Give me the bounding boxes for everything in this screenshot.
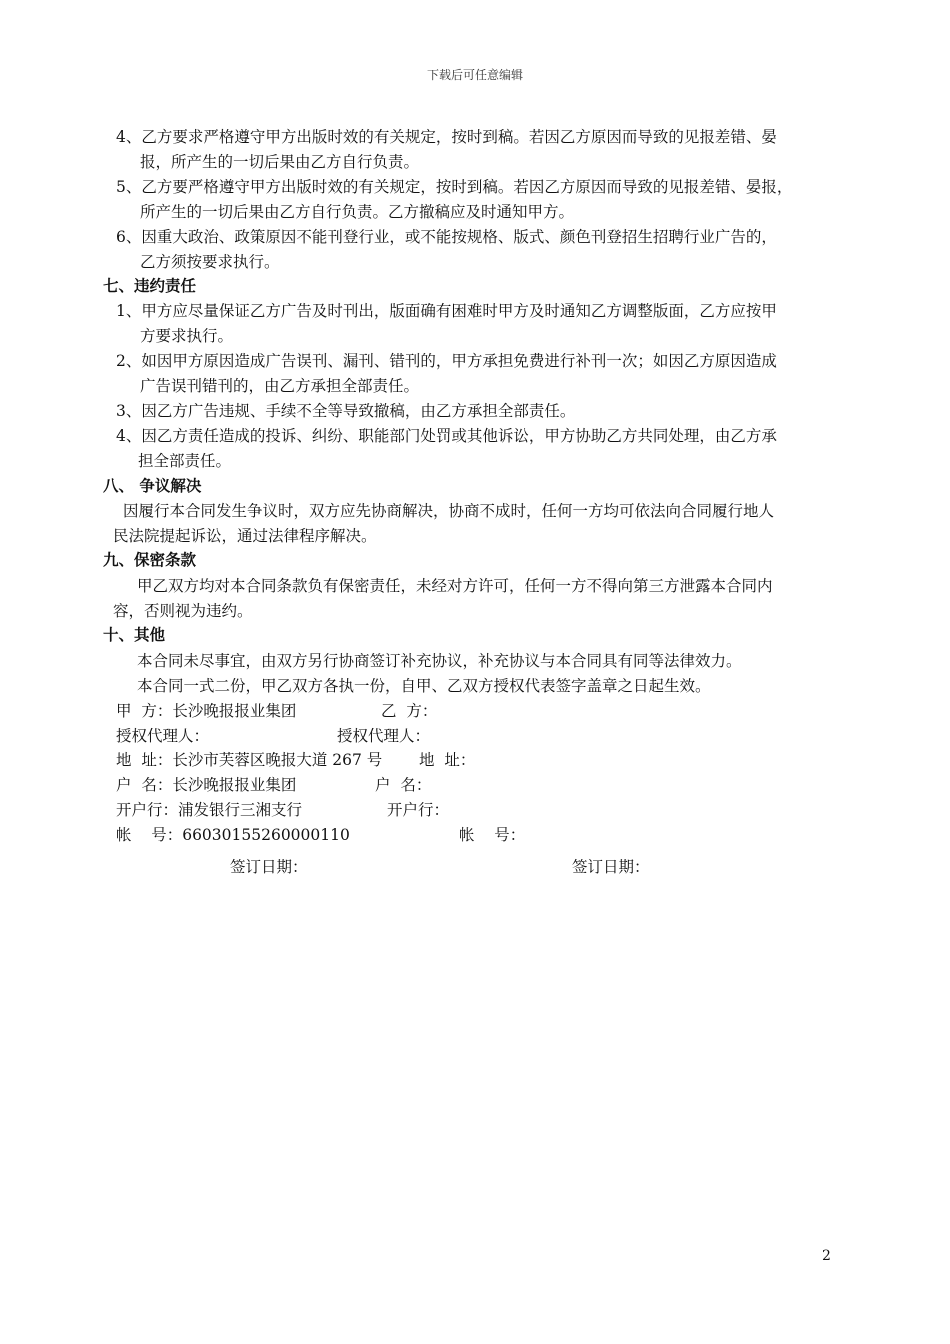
clause-7-2-line-2: 广告误刊错刊的，由乙方承担全部责任。	[140, 377, 420, 395]
clause-6-6-line-1: 6、因重大政治、政策原因不能刊登行业，或不能按规格、版式、颜色刊登招生招聘行业广告的，	[116, 228, 777, 246]
party-a-bank: 开户行：浦发银行三湘支行	[116, 801, 303, 819]
clause-6-4-line-2: 报，所产生的一切后果由乙方自行负责。	[140, 153, 420, 171]
section-9-body-line-1: 甲乙双方均对本合同条款负有保密责任，未经对方许可，任何一方不得向第三方泄露本合同内	[137, 577, 773, 595]
party-a-address: 地 址：长沙市芙蓉区晚报大道 267 号	[116, 751, 383, 769]
clause-6-6-line-2: 乙方须按要求执行。	[140, 253, 280, 271]
page-number: 2	[822, 1248, 831, 1264]
section-10-heading: 十、其他	[103, 626, 166, 644]
party-a-sign-date: 签订日期：	[230, 858, 308, 876]
section-8-heading: 八、 争议解决	[103, 477, 202, 495]
party-a-agent-field: 授权代理人：	[116, 727, 210, 745]
clause-7-1-line-2: 方要求执行。	[140, 327, 234, 345]
party-b-bank: 开户行：	[387, 801, 450, 819]
clause-6-5-line-2: 所产生的一切后果由乙方自行负责。乙方撤稿应及时通知甲方。	[140, 203, 575, 221]
party-b-account-name: 户 名：	[375, 776, 432, 794]
party-b-agent-field: 授权代理人：	[337, 727, 431, 745]
party-a-account-name: 户 名：长沙晚报报业集团	[116, 776, 297, 794]
page-header: 下载后可任意编辑	[426, 68, 523, 82]
clause-7-4-line-2: 担全部责任。	[138, 452, 232, 470]
clause-7-3-line-1: 3、因乙方广告违规、手续不全等导致撤稿，由乙方承担全部责任。	[116, 402, 576, 420]
clause-6-5-line-1: 5、乙方要严格遵守甲方出版时效的有关规定，按时到稿。若因乙方原因而导致的见报差错、晏报，	[116, 178, 793, 196]
section-10-body-line-1: 本合同未尽事宜，由双方另行协商签订补充协议，补充协议与本合同具有同等法律效力。	[137, 652, 742, 670]
party-a-label: 甲 方：长沙晚报报业集团	[116, 702, 297, 720]
section-9-heading: 九、保密条款	[103, 551, 197, 569]
section-7-heading: 七、违约责任	[103, 277, 197, 295]
section-8-body-line-2: 民法院提起诉讼，通过法律程序解决。	[113, 527, 377, 545]
party-b-sign-date: 签订日期：	[572, 858, 650, 876]
party-b-address: 地 址：	[419, 751, 476, 769]
clause-7-2-line-1: 2、如因甲方原因造成广告误刊、漏刊、错刊的，甲方承担免费进行补刊一次；如因乙方原因造成	[116, 352, 777, 370]
section-9-body-line-2: 容，否则视为违约。	[113, 602, 253, 620]
clause-7-4-line-1: 4、因乙方责任造成的投诉、纠纷、职能部门处罚或其他诉讼，甲方协助乙方共同处理，由乙方承	[116, 427, 777, 445]
section-10-body-line-2: 本合同一式二份，甲乙双方各执一份，自甲、乙双方授权代表签字盖章之日起生效。	[137, 677, 711, 695]
section-8-body-line-1: 因履行本合同发生争议时，双方应先协商解决，协商不成时，任何一方均可依法向合同履行地人	[123, 502, 775, 520]
clause-7-1-line-1: 1、甲方应尽量保证乙方广告及时刊出，版面确有困难时甲方及时通知乙方调整版面，乙方应按甲	[116, 302, 777, 320]
party-b-label: 乙 方：	[381, 702, 438, 720]
party-a-account-number: 帐 号：66030155260000110	[116, 826, 350, 844]
party-b-account-number: 帐 号：	[459, 826, 526, 844]
clause-6-4-line-1: 4、乙方要求严格遵守甲方出版时效的有关规定，按时到稿。若因乙方原因而导致的见报差错、晏	[116, 128, 777, 146]
